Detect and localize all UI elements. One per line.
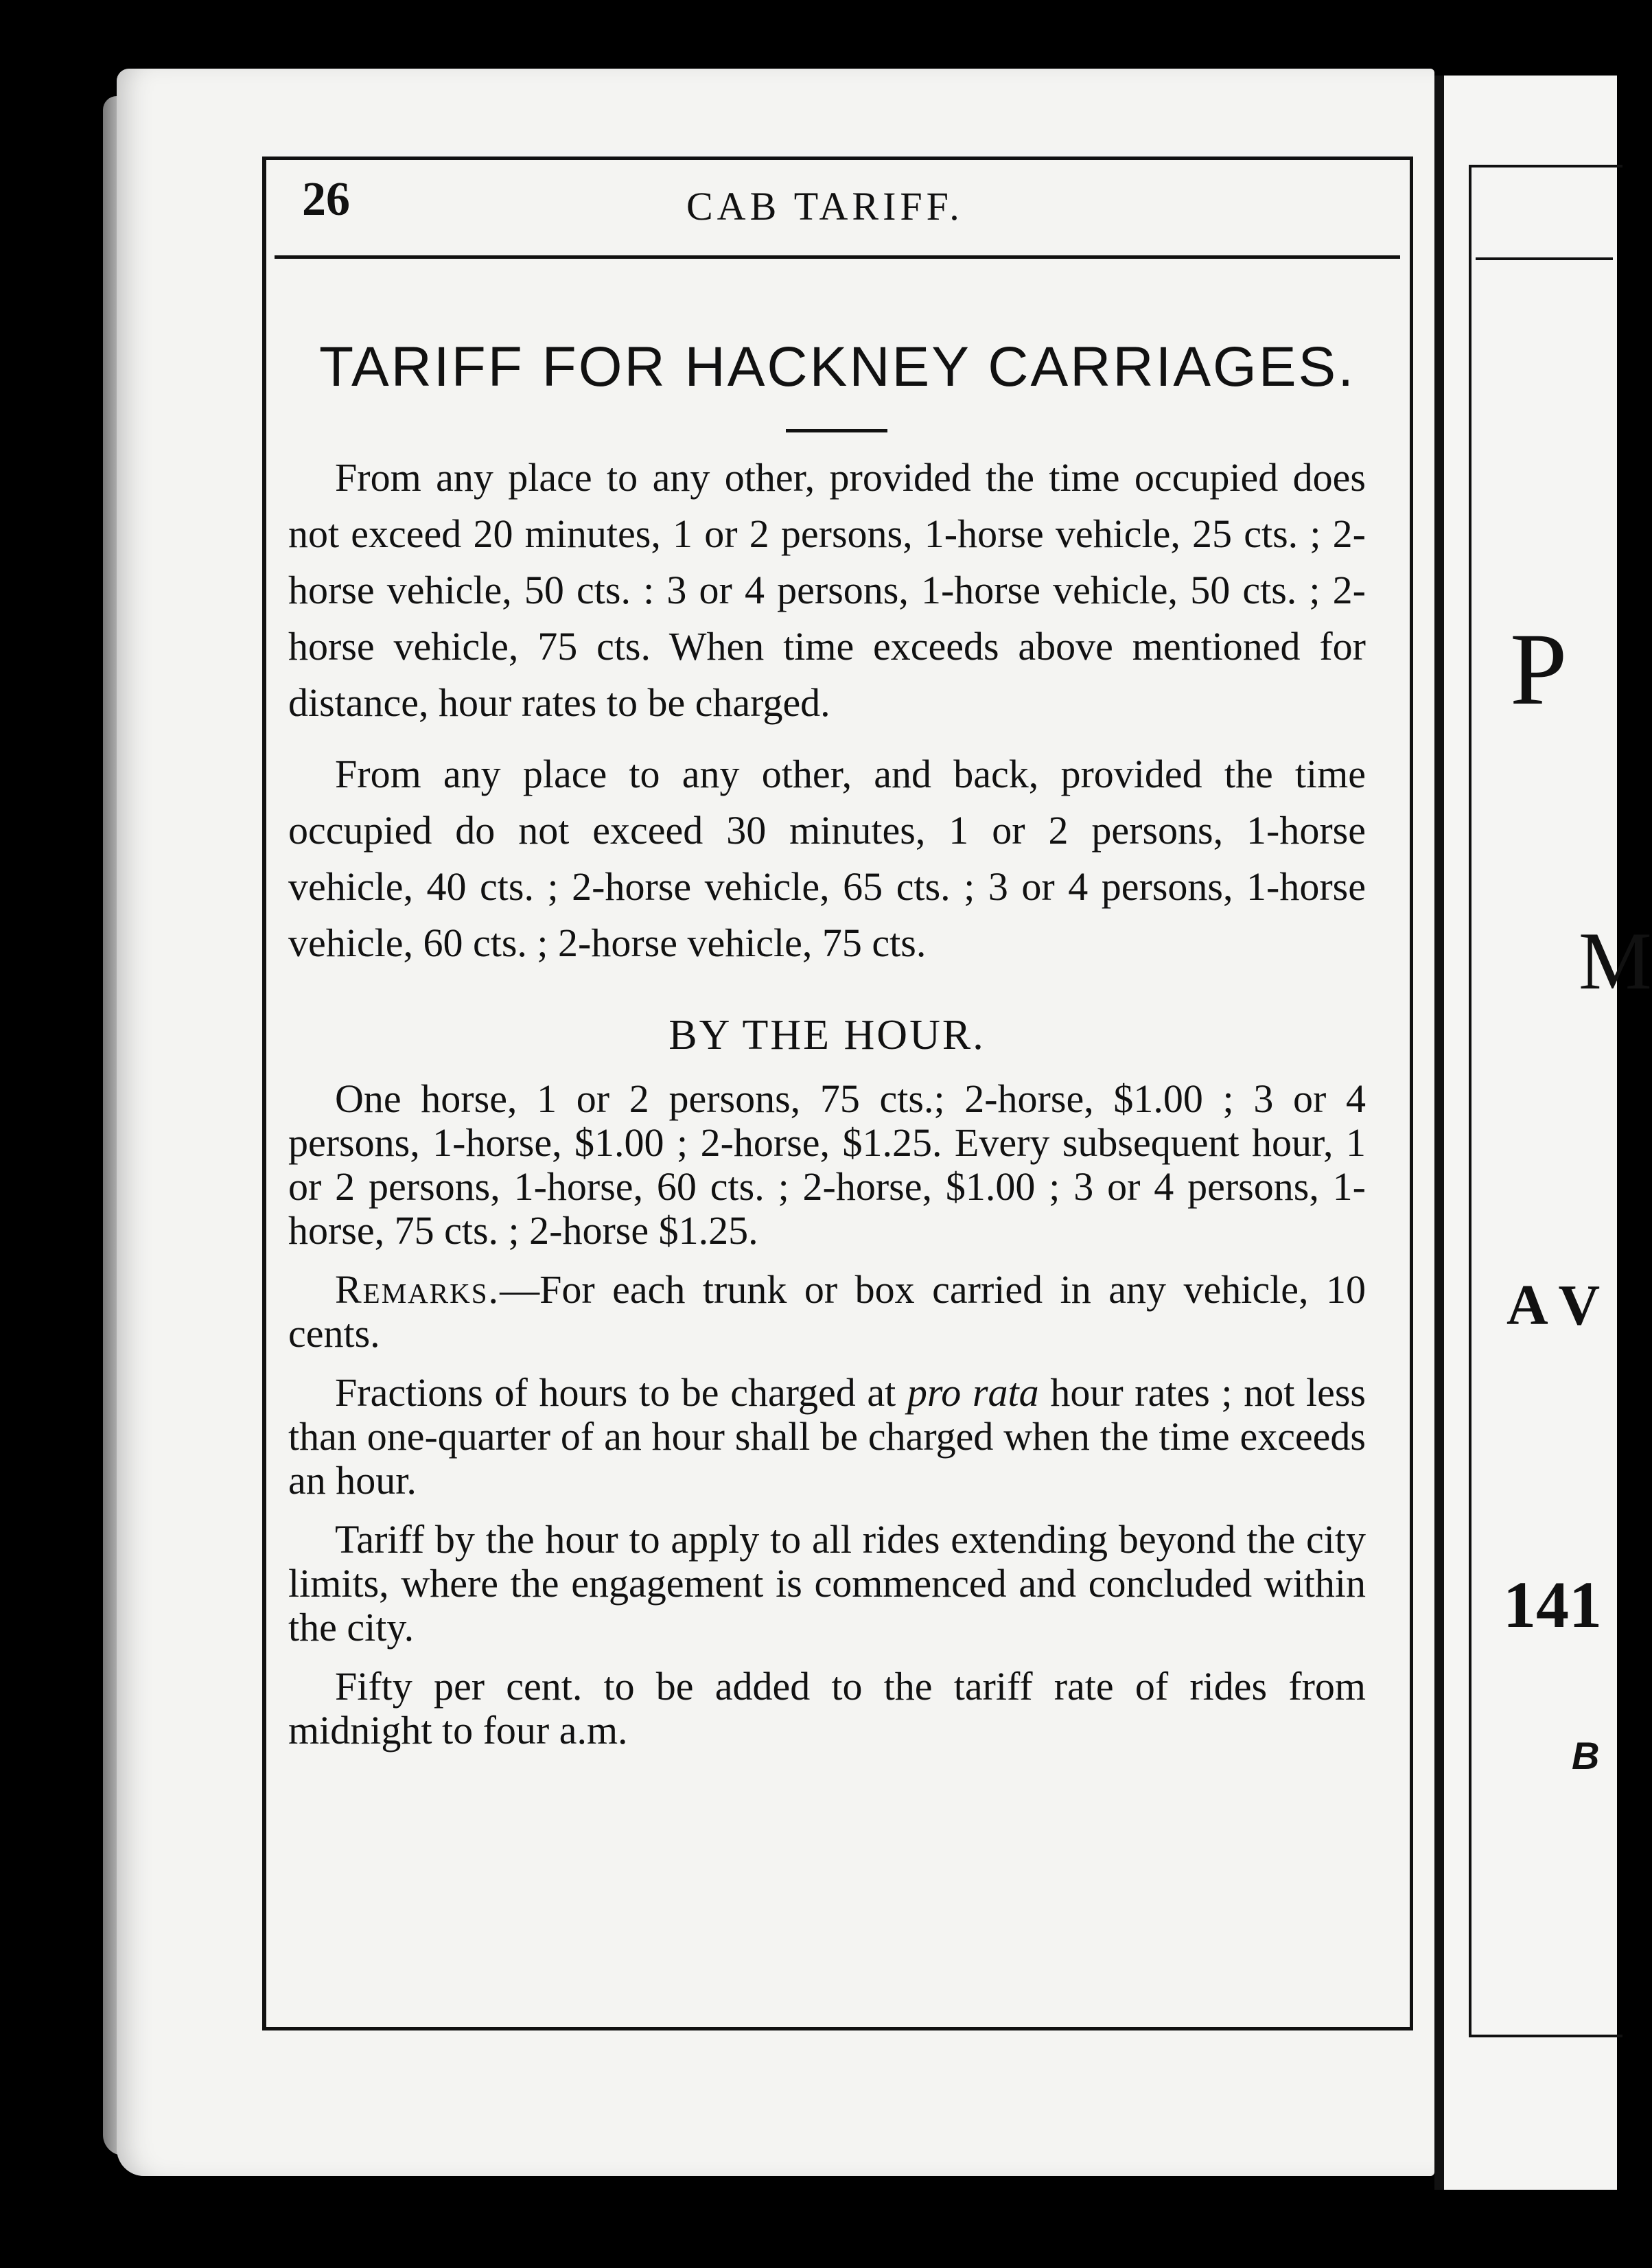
page-header (302, 168, 1386, 251)
right-page-fragment-m: M (1579, 915, 1652, 1006)
right-page-fragment-p: P (1510, 612, 1568, 726)
paragraph-remarks (288, 1268, 1366, 1356)
remarks-label: Remarks. (335, 1267, 500, 1312)
fractions-italic-pro-rata: pro rata (907, 1370, 1039, 1415)
right-page-fragment-number: 141 (1503, 1568, 1602, 1641)
right-page-header-rule (1476, 257, 1613, 260)
fractions-text-before: Fractions of hours to be charged at (335, 1370, 907, 1415)
fractions-text-after: hour rates ; not less than one-quarter of an hour shall be charged when the time exceeds an hour. (288, 1370, 1366, 1503)
tariff-body (288, 450, 1366, 1768)
remarks-text: —For each trunk or box carried in any vehicle, 10 cents. (288, 1267, 1366, 1356)
running-head: CAB TARIFF. (686, 184, 964, 229)
page-number: 26 (302, 173, 350, 226)
page-title: TARIFF FOR HACKNEY CARRIAGES. (318, 336, 1356, 398)
right-page-fragment-a: A V (1506, 1273, 1601, 1337)
header-rule (275, 255, 1400, 259)
paragraph-fractions (288, 1371, 1366, 1503)
title-rule (786, 429, 887, 432)
paragraph-hour-rates: One horse, 1 or 2 persons, 75 cts.; 2-horse, $1.00 ; 3 or 4 persons, 1-horse, $1.00 ; 2-horse, $1.25. Every subsequent hour, 1 or 2 persons, 1-horse, 60 cts. ; 2-horse, $1.00 ; 3 or 4 persons, 1-horse, 75 cts. ; 2-horse $1.25. (288, 1076, 1366, 1253)
paragraph-beyond-city-limits: Tariff by the hour to apply to all rides extending beyond the city limits, where the engagement is commenced and concluded within the city. (288, 1517, 1366, 1650)
paragraph-night-rate: Fifty per cent. to be added to the tariff rate of rides from midnight to four a.m. (288, 1664, 1366, 1752)
right-page-fragment-b: B (1572, 1734, 1600, 1777)
paragraph-20-minutes: From any place to any other, provided the time occupied does not exceed 20 minutes, 1 or 2 persons, 1-horse vehicle, 25 cts. ; 2-horse vehicle, 50 cts. : 3 or 4 persons, 1-horse vehicle, 50 cts. ; 2-horse vehicle, 75 cts. When time exceeds above mentioned for distance, hour rates to be charged. (288, 455, 1366, 725)
paragraph-30-minutes: From any place to any other, and back, provided the time occupied do not exceed 30 minutes, 1 or 2 persons, 1-horse vehicle, 40 cts. ; 2-horse vehicle, 65 cts. ; 3 or 4 persons, 1-horse vehicle, 60 cts. ; 2-horse vehicle, 75 cts. (288, 752, 1366, 965)
section-heading-by-the-hour: BY THE HOUR. (668, 1012, 986, 1058)
